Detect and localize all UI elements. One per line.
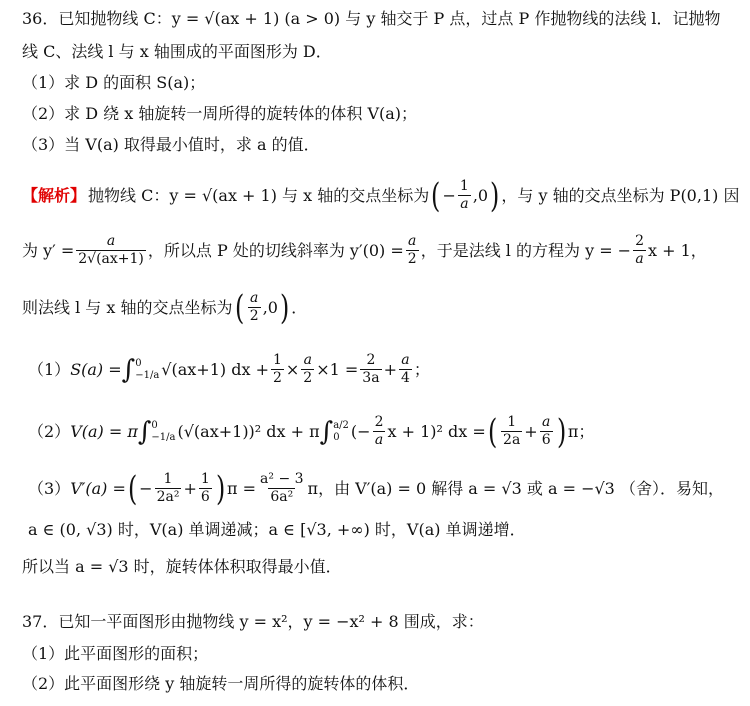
integral-sign: ∫: [319, 416, 334, 447]
solution-line3: 则法线 l 与 x 轴的交点坐标为 ( $\frac{a}{2}$ ,0 ) ．: [22, 287, 308, 328]
q37-stem: 37．已知一平面图形由抛物线 y = x²，y = −x² + 8 围成，求：: [22, 612, 484, 631]
fraction: $\frac{1}{a}$: [459, 178, 469, 212]
q36-part1: （1）求 D 的面积 S(a)；: [22, 73, 206, 92]
q36-stem-line2: 线 C、法线 l 与 x 轴围成的平面图形为 D．: [22, 42, 332, 61]
q36-stem-line1: 36．已知抛物线 C：y = √(ax + 1) (a > 0) 与 y 轴交于 P 点，过点 P 作抛物线的法线 l．记抛物: [22, 9, 721, 28]
integral-sign: ∫: [137, 416, 152, 447]
solution-monotonicity: a ∈ (0, √3) 时，V(a) 单调递减；a ∈ [√3, +∞) 时，V(a) 单调递增．: [28, 520, 526, 539]
q36-part3: （3）当 V(a) 取得最小值时，求 a 的值．: [22, 135, 320, 154]
solution-line1: 【解析】 抛物线 C：y = √(ax + 1) 与 x 轴的交点坐标为 ( − $\frac{1}{a}$ ,0 ) ，与 y 轴的交点坐标为 P(0,1) 因: [22, 175, 740, 216]
q37-part2: （2）此平面图形绕 y 轴旋转一周所得的旋转体的体积．: [22, 674, 420, 693]
q37-part1: （1）此平面图形的面积；: [22, 644, 209, 663]
fraction: $\frac{2}{a}$: [635, 233, 645, 267]
fraction: $\frac{a}{2√(ax+1)}$: [78, 233, 144, 267]
integral-sign: ∫: [121, 354, 136, 385]
solution-answer1: （1） S(a) = ∫ 0 −1/a √(ax+1) dx + $\frac{1}{2}$ × $\frac{a}{2}$ ×1 = $\frac{2}{3a}$ + $\frac{a}{4}$ ；: [28, 352, 430, 386]
fraction: $\frac{a}{2}$: [407, 233, 417, 267]
solution-line2: 为 y′ = $\frac{a}{2√(ax+1)}$ ，所以点 P 处的切线斜率为 y′(0) = $\frac{a}{2}$ ，于是法线 l 的方程为 y = − $\frac{2}{a}$ x + 1，: [22, 233, 707, 267]
q36-part2: （2）求 D 绕 x 轴旋转一周所得的旋转体的体积 V(a)；: [22, 104, 418, 123]
solution-conclusion: 所以当 a = √3 时，旋转体体积取得最小值．: [22, 557, 342, 576]
solution-tag: 【解析】: [22, 185, 87, 205]
fraction: $\frac{a}{2}$: [249, 290, 259, 324]
solution-answer2: （2） V(a) = π ∫ 0 −1/a (√(ax+1))² dx + π ∫ a/2 0 (− $\frac{2}{a}$ x + 1)² dx = ( $\frac{1}{2a}$ + $\frac{a}{6}$ ) π；: [28, 411, 595, 452]
solution-answer3: （3） V′(a) = ( − $\frac{1}{\text{2a²}}$ + $\frac{1}{6}$ ) π = $\frac{\text{a² − 3}}{\text{6a²}}$ π，由 V′(a) = 0 解得 a = √3 或 a = −√3 （舍）．易知，: [28, 468, 724, 509]
